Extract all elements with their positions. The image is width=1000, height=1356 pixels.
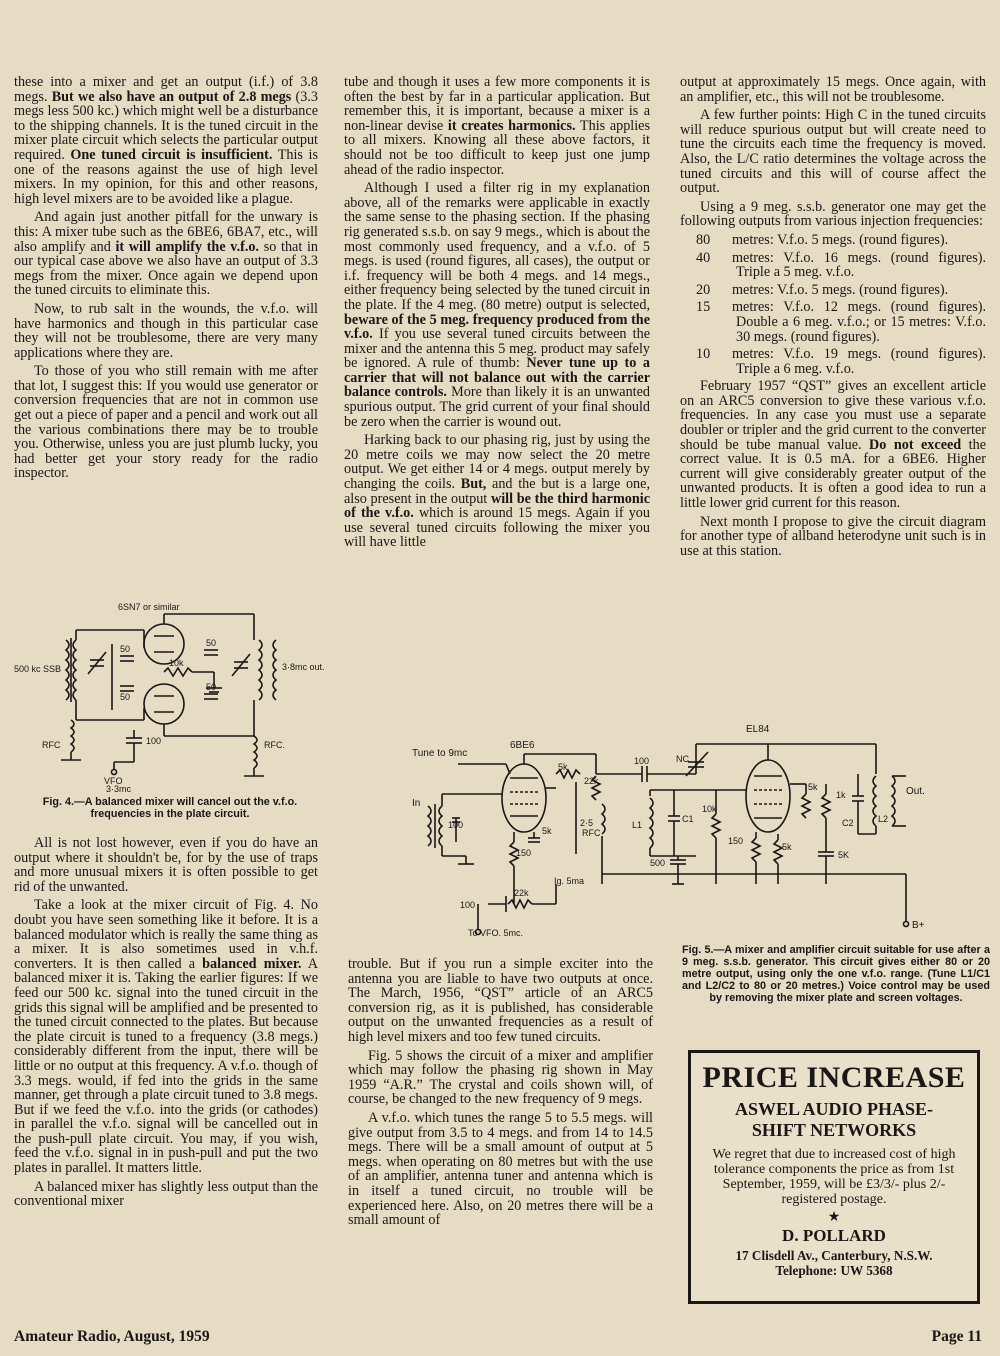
paragraph: Fig. 5 shows the circuit of a mixer and amplifier which may follow the phasing rig shown in May 1959 “A.R.” The crystal and coils shown will, of course, be changed to the new frequency of 9 megs. [348,1047,653,1108]
ad-address: 17 Clisdell Av., Canterbury, N.S.W. [735,1248,933,1263]
column-3-top [680,75,986,229]
fig5-label-r3: 2·5 [580,818,594,828]
paragraph: A balanced mixer has slightly less output than the conventional mixer [14,1178,318,1210]
injection-band: 40 [696,249,711,266]
paragraph: output at approximately 15 megs. Once again, with an amplifier, etc., this will not be troublesome. [680,74,986,105]
star-icon: ★ [827,1210,841,1225]
fig5-label-ig: Ig. 5ma [554,876,585,886]
paragraph: All is not lost however, even if you do have an output where it shouldn't be, for by the use of traps and more unusual mixers it is often possible to get rid of the unwanted. [14,835,318,895]
fig5-label-r8: 5k [782,842,792,852]
fig5-label-tune: Tune to 9mc [412,748,468,759]
ad-subhead-1: ASWEL AUDIO PHASE- [734,1099,934,1119]
ad-headline: PRICE INCREASE [702,1061,966,1094]
fig5-label-nc: NC [676,754,689,764]
injection-band: 20 [696,281,711,298]
fig5-label-c5k: 5K [838,850,850,860]
footer-publication: Amateur Radio, August, 1959 [14,1328,210,1345]
fig5-label-c500: 500 [650,858,666,868]
fig5-label-r6: 10k [702,804,717,814]
fig5-caption: Fig. 5.—A mixer and amplifier circuit suitable for use after a 9 meg. s.s.b. generator. This circuit gives either 80 or 20 metre output, using only the one v.f.o. range. (Tune L1/C1 and L2/C2 to 80 or 20 metres.) Voice control may be used by removing the mixer plate and screen voltages. [682,944,990,1004]
fig5-label-out: Out. [906,786,925,797]
paragraph: Take a look at the mixer circuit of Fig. 4. No doubt you have seen something like it before. It is a balanced modulator which is really the same thing as a mixer. It is also sometimes used in v.h.f. converters. It is then called a balanced mixer. A balanced mixer it is. Taking the earlier figures: If we feed our 500 kc. signal into the tuned circuit in the grids this signal will be amplified and be presented to the tuned circuit connected to the plates. But because the plate circuit is tuned to a frequency (3.8 megs.) considerably different from the input, there will be little or no output at this frequency. A v.f.o. though of 3.3 megs. would, if fed into the grids in the same manner, get through a plate circuit tuned to 3.8 megs. But if we feed the v.f.o. into the grids (or cathodes) in parallel the v.f.o. signal will be cancelled out in the push-pull plate circuit. You may, if you wish, feed the v.f.o. signal in in push-pull and put the two plates in parallel. It matters little. [14,897,319,1177]
ad-subhead-2: SHIFT NETWORKS [751,1120,917,1140]
paragraph: these into a mixer and get an output (i.f.) of 3.8 megs. But we also have an output of 2.8 megs (3.3 megs less 500 kc.) which might well be a disturbance to the shipping channels. It is the tuned circuit in the mixer plate circuit which selects the particular output required. One tuned circuit is insufficient. This is one of the reasons against the use of high level mixers. In my opinion, for this and other reasons, high level mixers are to be avoided like a plague. [14,74,318,207]
paragraph: Harking back to our phasing rig, just by using the 20 metre coils we may now select the 20 metre output. We get either 14 or 4 megs. output merely by changing the coils. But, and the but is a large one, also present in the output will be the third harmonic of the v.f.o. which is around 15 megs. Again if you use several tuned circuits following the mixer you will have little [344,432,650,551]
fig4-label-rfc1: RFC [42,740,61,750]
ad-phone: Telephone: UW 5368 [775,1263,893,1278]
column-1-bottom [14,836,318,1213]
fig5-label-in: In [412,798,421,809]
column-3 [680,75,986,562]
fig5-label-c-cpl: 100 [634,756,650,766]
footer-page-number: Page 11 [931,1328,982,1345]
injection-item [680,233,986,248]
injection-item [680,300,986,344]
injection-list [680,233,986,376]
fig4-label-vfo-freq: 3·3mc [106,784,132,794]
column-3-bottom [680,379,986,558]
ad-body: We regret that due to increased cost of high tolerance components the price as from 1st September, 1959, will be £3/3/- plus 2/- registered postage. [712,1147,956,1207]
fig5-label-vfo: To VFO. 5mc. [468,928,524,938]
fig4-label-c1: 50 [120,644,131,654]
fig5-label-bplus: B+ [912,920,925,931]
paragraph: And again just another pitfall for the unwary is this: A mixer tube such as the 6BE6, 6BA7, etc., will also amplify and it will amplify the v.f.o. so that in our typical case above we also have an output of 3.3 megs from the mixer. Once again we depend upon the tuned circuits to eliminate this. [14,209,318,299]
fig5-label-rfc: RFC [582,828,601,838]
paragraph: tube and though it uses a few more components it is often the best by far in a particular application. But remember this, it is important, because a mixer is a non-linear devise it creates harmonics. This applies to all mixers. Knowing all these above factors, it should not be too difficult to keep just one jump ahead of the radio inspector. [344,74,651,178]
fig5-label-c1: C1 [682,814,694,824]
paragraph: To those of you who still remain with me after that lot, I suggest this: If you would use generator or conversion frequencies that are not in common use get out a piece of paper and a pencil and work out all the various combinations there may be to trouble you. Otherwise, unless you are just plumb lucky, you had better get your story ready for the radio inspector. [14,363,318,482]
paragraph: Next month I propose to give the circuit diagram for another type of allband heterodyne unit such is in use at this station. [680,513,986,559]
injection-text: metres: V.f.o. 12 megs. (round figures). Double a 6 meg. v.f.o.; or 15 metres: V.f.o. 30 megs. (round figures). [732,299,986,345]
fig4-label-c4: 50 [206,682,217,692]
fig5-label-r4: 5k [542,826,552,836]
injection-text: metres: V.f.o. 5 megs. (round figures). [732,281,949,298]
injection-text: metres: V.f.o. 16 megs. (round figures). Triple a 5 meg. v.f.o. [732,249,986,281]
injection-item [680,347,986,376]
fig5-label-c-in: 100 [448,820,464,830]
paragraph: Now, to rub salt in the wounds, the v.f.o. will have harmonics and though in this particular case they will not be troublesome, there are very many applications where they are. [14,300,318,361]
fig4-schematic [14,600,325,794]
injection-text: metres: V.f.o. 5 megs. (round figures). [732,231,949,248]
fig4-label-vfo: VFO [104,776,123,786]
fig4-label-r: 10k [169,658,184,668]
paragraph: trouble. But if you run a simple exciter into the antenna you are liable to have two outputs at once. The March, 1956, “QST” article of an ARC5 conversion rig, as it is published, has considerable output on the unwanted frequencies as a result of high level mixers and too few tuned circuits. [348,956,653,1045]
fig5-label-r5: 150 [516,848,532,858]
column-1-top [14,75,318,485]
fig4-label-c5: 100 [146,736,162,746]
fig5-label-tube1: 6BE6 [510,740,535,751]
fig5-label-r2: 22k [584,776,599,786]
fig4-caption: Fig. 4.—A balanced mixer will cancel out the v.f.o. frequencies in the plate circuit. [42,796,298,820]
ad-name: D. POLLARD [782,1226,886,1245]
fig4-label-c2: 50 [120,692,131,702]
column-2-top [344,75,650,554]
fig5-label-r9: 5k [808,782,818,792]
injection-item [680,251,986,280]
fig5-label-c2: C2 [842,818,854,828]
injection-band: 15 [696,299,711,316]
fig5-label-tube2: EL84 [746,724,770,735]
fig5-schematic [406,724,946,938]
injection-band: 80 [696,231,711,248]
fig5-label-r22: 22k [514,888,529,898]
fig4-label-input: 500 kc SSB [14,664,62,674]
paragraph: Using a 9 meg. s.s.b. generator one may get the following outputs from various injection frequencies: [680,198,986,230]
fig4-label-rfc2: RFC. [264,740,285,750]
fig4-label-tube: 6SN7 or similar [118,602,180,612]
column-2-bottom [348,957,653,1232]
fig4-label-output: 3·8mc out. [282,662,325,672]
injection-band: 10 [696,346,711,363]
paragraph: February 1957 “QST” gives an excellent article on an ARC5 conversion to give these various v.f.o. frequencies. In any case you must use a separate doubler or tripler and the grid current to the converter should be tube manual value. Do not exceed the correct value. It is 0.5 mA. for a 6BE6. Higher current will give considerably greater output of the unwanted products. It is often a good idea to run a little lower grid current for this reason. [680,378,986,512]
paragraph: A v.f.o. which tunes the range 5 to 5.5 megs. will give output from 3.5 to 4 megs. and from 14 to 14.5 megs. There will be a small amount of output at 5 megs. when operating on 80 metres but with the use of an amplifier, antenna tuner and antenna which is in itself a tuned circuit, no trouble will be experienced here. Also, on 20 metres there will be a small amount of [348,1109,653,1229]
injection-item [680,283,986,298]
fig5-label-r7: 150 [728,836,744,846]
paragraph: A few further points: High C in the tuned circuits will reduce spurious output but will create need to tune the circuits each time the frequency is moved. Also, the L/C ratio determines the voltage across the tuned circuits and this will of course affect the output. [680,107,986,197]
paragraph: Although I used a filter rig in my explanation above, all of the remarks were applicable in exactly the same sense to the phasing section. If the phasing rig generated s.s.b. on say 9 megs., which is about the most commonly used frequency, and a v.f.o. of 5 megs. is used (round figures, all cases), the output or i.f. frequency will be both 4 megs. and 14 megs., either frequency being selected by the tuned circuit in the plate. If the 4 meg. (80 metre) output is selected, beware of the 5 meg. frequency produced from the v.f.o. If you use several tuned circuits between the mixer and the antenna this 5 meg. product may safely be ignored. A rule of thumb: Never tune up to a carrier that will not balance out with the carrier balance controls. More than likely it is an unwanted spurious output. The grid current of your final should be zero when the carrier is wound out. [344,180,650,430]
price-increase-ad [688,1050,980,1304]
injection-text: metres: V.f.o. 19 megs. (round figures). Triple a 6 meg. v.f.o. [732,346,986,377]
fig5-label-l2: L2 [878,814,889,824]
fig5-label-c100b: 100 [460,900,476,910]
fig5-label-l1: L1 [632,820,643,830]
fig5-label-r10: 1k [836,790,846,800]
fig5-label-r1: 5k [558,762,568,772]
fig4-label-c3: 50 [206,638,217,648]
